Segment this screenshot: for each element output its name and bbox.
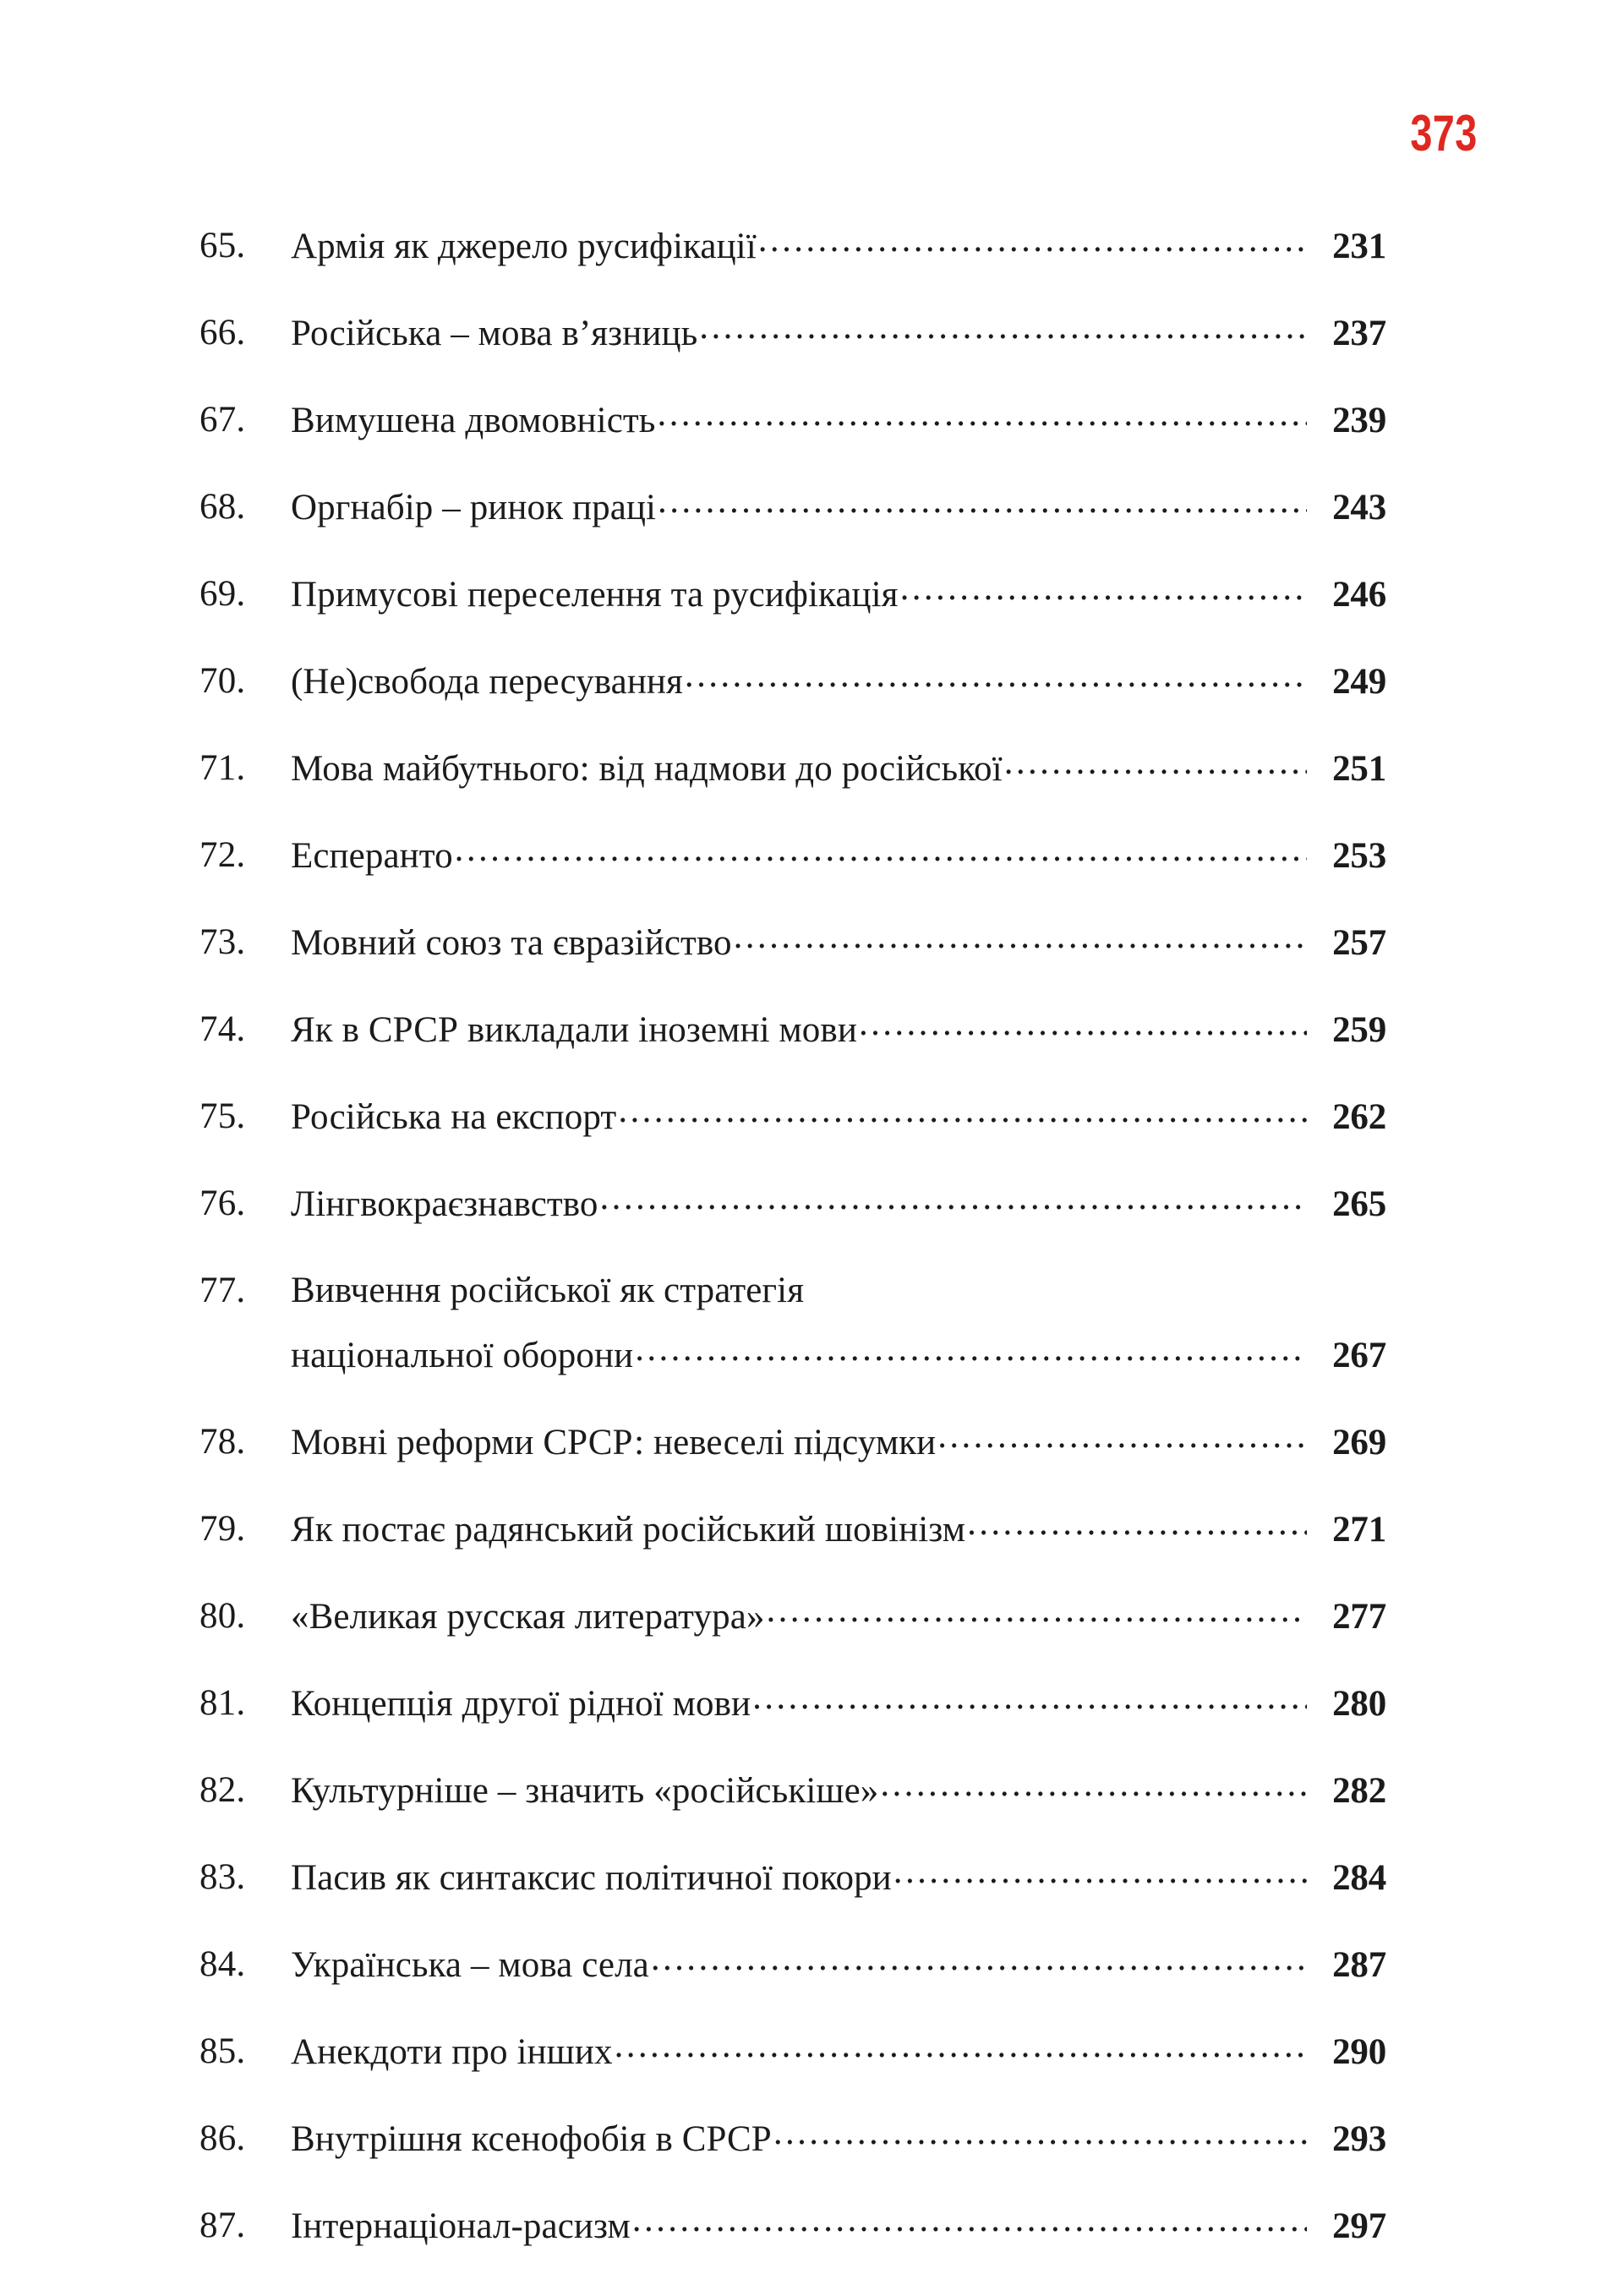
- toc-entry-title: Російська на експорт: [291, 1097, 617, 1137]
- toc-entry[interactable]: [199, 1679, 1386, 1729]
- toc-entry-body: [291, 2201, 1386, 2251]
- toc-entry-title: (Не)свобода пересування: [291, 662, 683, 702]
- toc-entry-number: 69.: [199, 574, 246, 614]
- toc-entry-number: 71.: [199, 748, 246, 788]
- toc-entry-title: Мовний союз та євразійство: [291, 923, 732, 963]
- toc-entry-line-final: [291, 744, 1386, 794]
- toc-entry-page-number: 231: [1332, 227, 1386, 266]
- toc-entry-title: Мова майбутнього: від надмови до російської: [291, 749, 1003, 789]
- toc-entry-title: Есперанто: [291, 836, 453, 876]
- toc-entry-line-final: [291, 1940, 1386, 1990]
- toc-entry-title: Як постає радянський російський шовінізм: [291, 1510, 966, 1550]
- toc-entry-title: Оргнабір – ринок праці: [291, 488, 657, 528]
- toc-entry-line-final: [291, 396, 1386, 446]
- toc-entry-line-final: [291, 221, 1386, 271]
- toc-dot-leader: [699, 309, 1307, 345]
- toc-entry-page-number: 253: [1332, 836, 1386, 876]
- toc-entry-title: Російська – мова в’язниць: [291, 314, 698, 353]
- toc-entry-number: 80.: [199, 1596, 246, 1636]
- toc-dot-leader: [900, 570, 1307, 606]
- toc-entry-number: 76.: [199, 1184, 246, 1223]
- toc-entry-page-number: 293: [1332, 2119, 1386, 2159]
- toc-entry-title: «Великая русская литература»: [291, 1597, 765, 1637]
- toc-entry-line-final: [291, 1179, 1386, 1229]
- toc-entry-number: 78.: [199, 1422, 246, 1462]
- toc-entry-title: Як в СРСР викладали іноземні мови: [291, 1010, 857, 1050]
- toc-entry-body: [291, 2027, 1386, 2077]
- toc-entry-line-final: [291, 2201, 1386, 2251]
- toc-dot-leader: [632, 2201, 1307, 2238]
- toc-entry-page-number: 287: [1332, 1945, 1386, 1985]
- toc-entry-page-number: 277: [1332, 1597, 1386, 1637]
- toc-entry-body: [291, 1266, 1386, 1380]
- toc-entry-body: [291, 483, 1386, 533]
- toc-entry[interactable]: [199, 2201, 1386, 2251]
- toc-entry-body: [291, 1005, 1386, 1055]
- toc-entry-page-number: 262: [1332, 1097, 1386, 1137]
- table-of-contents-list: [199, 221, 1386, 2288]
- toc-dot-leader: [1004, 744, 1307, 780]
- toc-dot-leader: [758, 221, 1307, 258]
- toc-entry-line-final: [291, 1331, 1386, 1380]
- toc-dot-leader: [734, 918, 1307, 954]
- toc-entry-page-number: 271: [1332, 1510, 1386, 1550]
- toc-entry-title: Пасив як синтаксис політичної покори: [291, 1858, 892, 1898]
- toc-entry-page-number: 249: [1332, 662, 1386, 702]
- toc-entry[interactable]: [199, 1092, 1386, 1142]
- toc-entry-body: [291, 1766, 1386, 1816]
- toc-entry-number: 72.: [199, 835, 246, 875]
- toc-dot-leader: [967, 1505, 1307, 1541]
- toc-entry-number: 79.: [199, 1509, 246, 1549]
- toc-entry[interactable]: [199, 657, 1386, 707]
- toc-entry-body: [291, 570, 1386, 620]
- toc-entry-line-final: [291, 1853, 1386, 1903]
- toc-entry-line-final: [291, 2114, 1386, 2164]
- toc-entry-line-final: [291, 2027, 1386, 2077]
- toc-dot-leader: [600, 1179, 1307, 1216]
- toc-entry[interactable]: [199, 1005, 1386, 1055]
- toc-entry[interactable]: [199, 744, 1386, 794]
- toc-entry-title: Українська – мова села: [291, 1945, 649, 1985]
- toc-dot-leader: [618, 1092, 1307, 1129]
- toc-entry[interactable]: [199, 1592, 1386, 1642]
- toc-entry-number: 70.: [199, 661, 246, 701]
- toc-entry-number: 82.: [199, 1770, 246, 1810]
- toc-entry-body: [291, 831, 1386, 881]
- toc-entry-line-final: [291, 1679, 1386, 1729]
- toc-entry-body: [291, 2114, 1386, 2164]
- toc-entry-title: Концепція другої рідної мови: [291, 1684, 751, 1724]
- toc-dot-leader: [651, 1940, 1307, 1976]
- toc-entry-line-final: [291, 1005, 1386, 1055]
- toc-entry-line-final: [291, 1592, 1386, 1642]
- toc-entry-page-number: 237: [1332, 314, 1386, 353]
- toc-dot-leader: [880, 1766, 1307, 1802]
- toc-entry[interactable]: [199, 1766, 1386, 1816]
- toc-entry-title: Культурніше – значить «російськіше»: [291, 1771, 879, 1811]
- toc-entry[interactable]: [199, 483, 1386, 533]
- toc-entry-body: [291, 1092, 1386, 1142]
- toc-entry-page-number: 239: [1332, 401, 1386, 440]
- toc-entry[interactable]: [199, 2027, 1386, 2077]
- toc-entry-body: [291, 221, 1386, 271]
- toc-entry-title: національної оборони: [291, 1336, 634, 1375]
- toc-entry-line-final: [291, 1418, 1386, 1468]
- toc-dot-leader: [766, 1592, 1307, 1628]
- toc-dot-leader: [615, 2027, 1307, 2064]
- toc-entry[interactable]: [199, 1266, 1386, 1380]
- toc-entry-number: 86.: [199, 2118, 246, 2158]
- toc-entry-line-final: [291, 309, 1386, 358]
- toc-dot-leader: [455, 831, 1307, 867]
- toc-entry-line: [291, 1266, 1386, 1315]
- toc-entry-number: 67.: [199, 400, 246, 440]
- toc-entry-number: 85.: [199, 2031, 246, 2071]
- toc-entry-title: Вивчення російської як стратегія: [291, 1271, 805, 1310]
- toc-entry-body: [291, 309, 1386, 358]
- toc-entry[interactable]: [199, 1179, 1386, 1229]
- toc-entry-page-number: 251: [1332, 749, 1386, 789]
- toc-entry-number: 75.: [199, 1096, 246, 1136]
- toc-entry-body: [291, 1853, 1386, 1903]
- toc-entry-number: 84.: [199, 1944, 246, 1984]
- toc-entry-number: 77.: [199, 1271, 246, 1310]
- toc-entry-page-number: 297: [1332, 2206, 1386, 2246]
- toc-entry-body: [291, 918, 1386, 968]
- toc-entry-page-number: 243: [1332, 488, 1386, 528]
- toc-entry-title: Вимушена двомовність: [291, 401, 656, 440]
- toc-entry-body: [291, 1592, 1386, 1642]
- toc-entry-title: Армія як джерело русифікації: [291, 227, 757, 266]
- toc-entry-line-final: [291, 831, 1386, 881]
- toc-entry-line-final: [291, 570, 1386, 620]
- toc-entry[interactable]: [199, 570, 1386, 620]
- toc-dot-leader: [773, 2114, 1307, 2151]
- toc-dot-leader: [635, 1331, 1307, 1367]
- toc-entry-page-number: 269: [1332, 1423, 1386, 1462]
- toc-entry-page-number: 280: [1332, 1684, 1386, 1724]
- toc-entry-body: [291, 1179, 1386, 1229]
- toc-entry-page-number: 246: [1332, 575, 1386, 615]
- toc-entry[interactable]: [199, 1853, 1386, 1903]
- toc-entry-body: [291, 744, 1386, 794]
- toc-dot-leader: [752, 1679, 1307, 1715]
- toc-entry[interactable]: [199, 396, 1386, 446]
- toc-entry-title: Мовні реформи СРСР: невеселі підсумки: [291, 1423, 937, 1462]
- toc-entry[interactable]: [199, 1505, 1386, 1555]
- toc-entry-title: Анекдоти про інших: [291, 2032, 613, 2072]
- toc-dot-leader: [658, 483, 1307, 519]
- toc-entry-body: [291, 1940, 1386, 1990]
- toc-entry[interactable]: [199, 1940, 1386, 1990]
- toc-dot-leader: [685, 657, 1307, 693]
- toc-entry-title: Лінгвокраєзнавство: [291, 1184, 598, 1224]
- toc-dot-leader: [657, 396, 1307, 432]
- toc-entry[interactable]: [199, 831, 1386, 881]
- toc-entry-line-final: [291, 657, 1386, 707]
- toc-entry-title: Примусові переселення та русифікація: [291, 575, 899, 615]
- toc-entry-number: 81.: [199, 1683, 246, 1723]
- toc-entry-body: [291, 1418, 1386, 1468]
- toc-entry-line-final: [291, 1505, 1386, 1555]
- toc-entry-page-number: 259: [1332, 1010, 1386, 1050]
- toc-entry-line-final: [291, 483, 1386, 533]
- toc-dot-leader: [893, 1853, 1307, 1889]
- toc-entry[interactable]: [199, 1418, 1386, 1468]
- toc-entry[interactable]: [199, 2114, 1386, 2164]
- toc-entry-page-number: 284: [1332, 1858, 1386, 1898]
- toc-entry[interactable]: [199, 309, 1386, 358]
- toc-entry-page-number: 290: [1332, 2032, 1386, 2072]
- toc-entry-body: [291, 1505, 1386, 1555]
- toc-entry-number: 66.: [199, 313, 246, 353]
- toc-entry-page-number: 267: [1332, 1336, 1386, 1375]
- toc-entry-page-number: 265: [1332, 1184, 1386, 1224]
- toc-entry-number: 68.: [199, 487, 246, 527]
- toc-entry-number: 74.: [199, 1009, 246, 1049]
- toc-entry-line-final: [291, 1092, 1386, 1142]
- toc-entry-title: Інтернаціонал-расизм: [291, 2206, 631, 2246]
- toc-entry-number: 83.: [199, 1857, 246, 1897]
- toc-entry-page-number: 257: [1332, 923, 1386, 963]
- toc-entry[interactable]: [199, 918, 1386, 968]
- toc-entry-body: [291, 657, 1386, 707]
- toc-entry-body: [291, 1679, 1386, 1729]
- toc-entry-line-final: [291, 918, 1386, 968]
- toc-entry-page-number: 282: [1332, 1771, 1386, 1811]
- toc-entry-body: [291, 396, 1386, 446]
- toc-entry-number: 73.: [199, 922, 246, 962]
- toc-entry-number: 87.: [199, 2206, 246, 2245]
- page-folio-number: 373: [1410, 105, 1478, 161]
- toc-entry-number: 65.: [199, 226, 246, 265]
- toc-dot-leader: [937, 1418, 1307, 1454]
- toc-entry-line-final: [291, 1766, 1386, 1816]
- toc-entry-title: Внутрішня ксенофобія в СРСР: [291, 2119, 772, 2159]
- toc-entry[interactable]: [199, 221, 1386, 271]
- toc-dot-leader: [859, 1005, 1307, 1041]
